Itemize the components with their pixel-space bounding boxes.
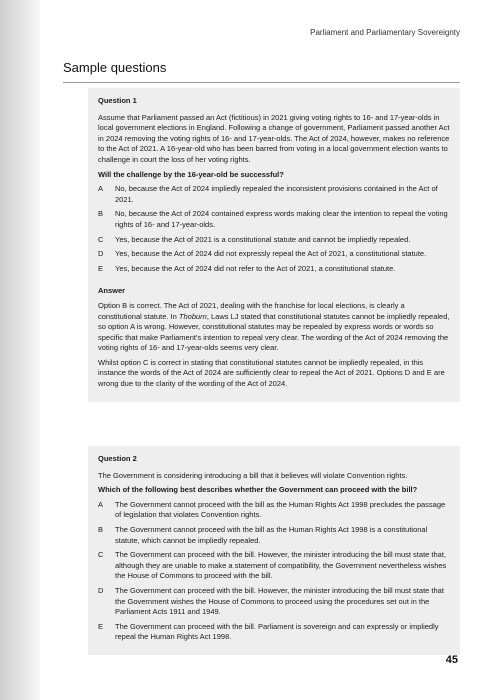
question-1-scenario: Assume that Parliament passed an Act (fictitious) in 2021 giving voting rights to 16- and 17-year-olds in local government elections in England. Following a change of government, Parliament passed another Act in 2024 removing the voting rights of 16- and 17-year-olds. The Act of 2024, however, makes no reference to the Act of 2021. A 16-year-old who has been barred from voting in a local government election wants to challenge in court the loss of her voting rights. (98, 112, 450, 164)
question-2-heading: Question 2 (98, 454, 137, 463)
option-text: The Government can proceed with the bill. However, the minister introducing the bill must state that, although they are unable to make a statement of compatibility, the Government nevertheless wishes the House of Commons to proceed with the bill. (115, 550, 447, 581)
question-1-option-e (98, 264, 450, 275)
option-text: No, because the Act of 2024 contained express words making clear the intention to repeal the voting rights of 16- and 17-year-olds. (115, 209, 448, 229)
question-2-stem: Which of the following best describes whether the Government can proceed with the bill? (98, 485, 418, 495)
option-letter: A (98, 499, 104, 509)
option-letter: D (98, 585, 104, 595)
question-2-box (88, 446, 460, 655)
option-letter: E (98, 263, 104, 273)
option-text: The Government can proceed with the bill. Parliament is sovereign and can expressly or impliedly repeal the Human Rights Act 1998. (115, 621, 439, 642)
question-1-option-d (98, 249, 450, 260)
option-letter: C (98, 550, 104, 560)
answer-text: Option B is correct. The Act of 2021, dealing with the franchise for local elections, is clearly a constitutional statute. In (98, 300, 405, 321)
question-1-option-b (98, 209, 450, 230)
answer-paragraph-2: Whilst option C is correct in stating that constitutional statutes cannot be impliedly repealed, in this instance the words of the Act of 2024 are sufficiently clear to repeal the Act of 2021. Options D and E are wrong due to the clarity of the wording of the Act of 2024. (98, 357, 445, 389)
question-2-option-e (98, 622, 450, 643)
option-letter: B (98, 209, 104, 219)
question-2-option-b (98, 525, 450, 546)
question-1-heading: Question 1 (98, 96, 137, 105)
answer-paragraph-1 (98, 301, 450, 354)
answer-heading: Answer (98, 286, 126, 296)
question-2-option-d (98, 586, 450, 618)
option-letter: B (98, 524, 104, 534)
option-letter: E (98, 621, 104, 631)
option-letter: A (98, 184, 104, 194)
option-text: Yes, because the Act of 2021 is a constitutional statute and cannot be impliedly repealed. (115, 234, 411, 244)
answer-text: , Laws LJ stated that constitutional statutes cannot be impliedly repealed, so option A is wrong. However, constitutional statutes may be repealed by express words or words so specific that make Parliament's intention to repeal very clear. The wording of the Act of 2024 removing the voting rights of 16- and 17-year-olds seems very clear. (98, 311, 450, 353)
case-name: Thoburn (178, 311, 207, 321)
option-text: The Government cannot proceed with the bill as the Human Rights Act 1998 is a constitutional statute, which cannot be impliedly repealed. (115, 524, 428, 545)
question-1-stem: Will the challenge by the 16-year-old be successful? (98, 169, 284, 179)
question-2-scenario: The Government is considering introducing a bill that it believes will violate Convention rights. (98, 470, 408, 480)
question-1-box (88, 88, 460, 402)
question-1-option-a (98, 184, 450, 205)
section-title: Sample questions (63, 60, 167, 75)
question-1-option-c (98, 235, 450, 246)
section-rule (63, 82, 460, 83)
question-2-option-a (98, 500, 450, 521)
option-text: The Government cannot proceed with the bill as the Human Rights Act 1998 precludes the passage of legislation that violates Convention rights. (115, 499, 446, 520)
question-2-option-c (98, 550, 450, 582)
option-letter: D (98, 249, 104, 259)
option-text: No, because the Act of 2024 impliedly repealed the inconsistent provisions contained in the Act of 2021. (115, 184, 438, 204)
book-spine-shadow (0, 0, 40, 700)
page-number: 45 (445, 654, 458, 666)
option-text: The Government can proceed with the bill. However, the minister introducing the bill must state that the Government wishes the House of Commons to proceed using the procedures set out in the Parliament Acts 1911 and 1949. (115, 585, 444, 617)
option-text: Yes, because the Act of 2024 did not refer to the Act of 2021, a constitutional statute. (115, 263, 396, 273)
option-letter: C (98, 234, 104, 244)
option-text: Yes, because the Act of 2024 did not expressly repeal the Act of 2021, a constitutional statute. (115, 249, 427, 259)
running-head: Parliament and Parliamentary Sovereignty (310, 28, 460, 37)
